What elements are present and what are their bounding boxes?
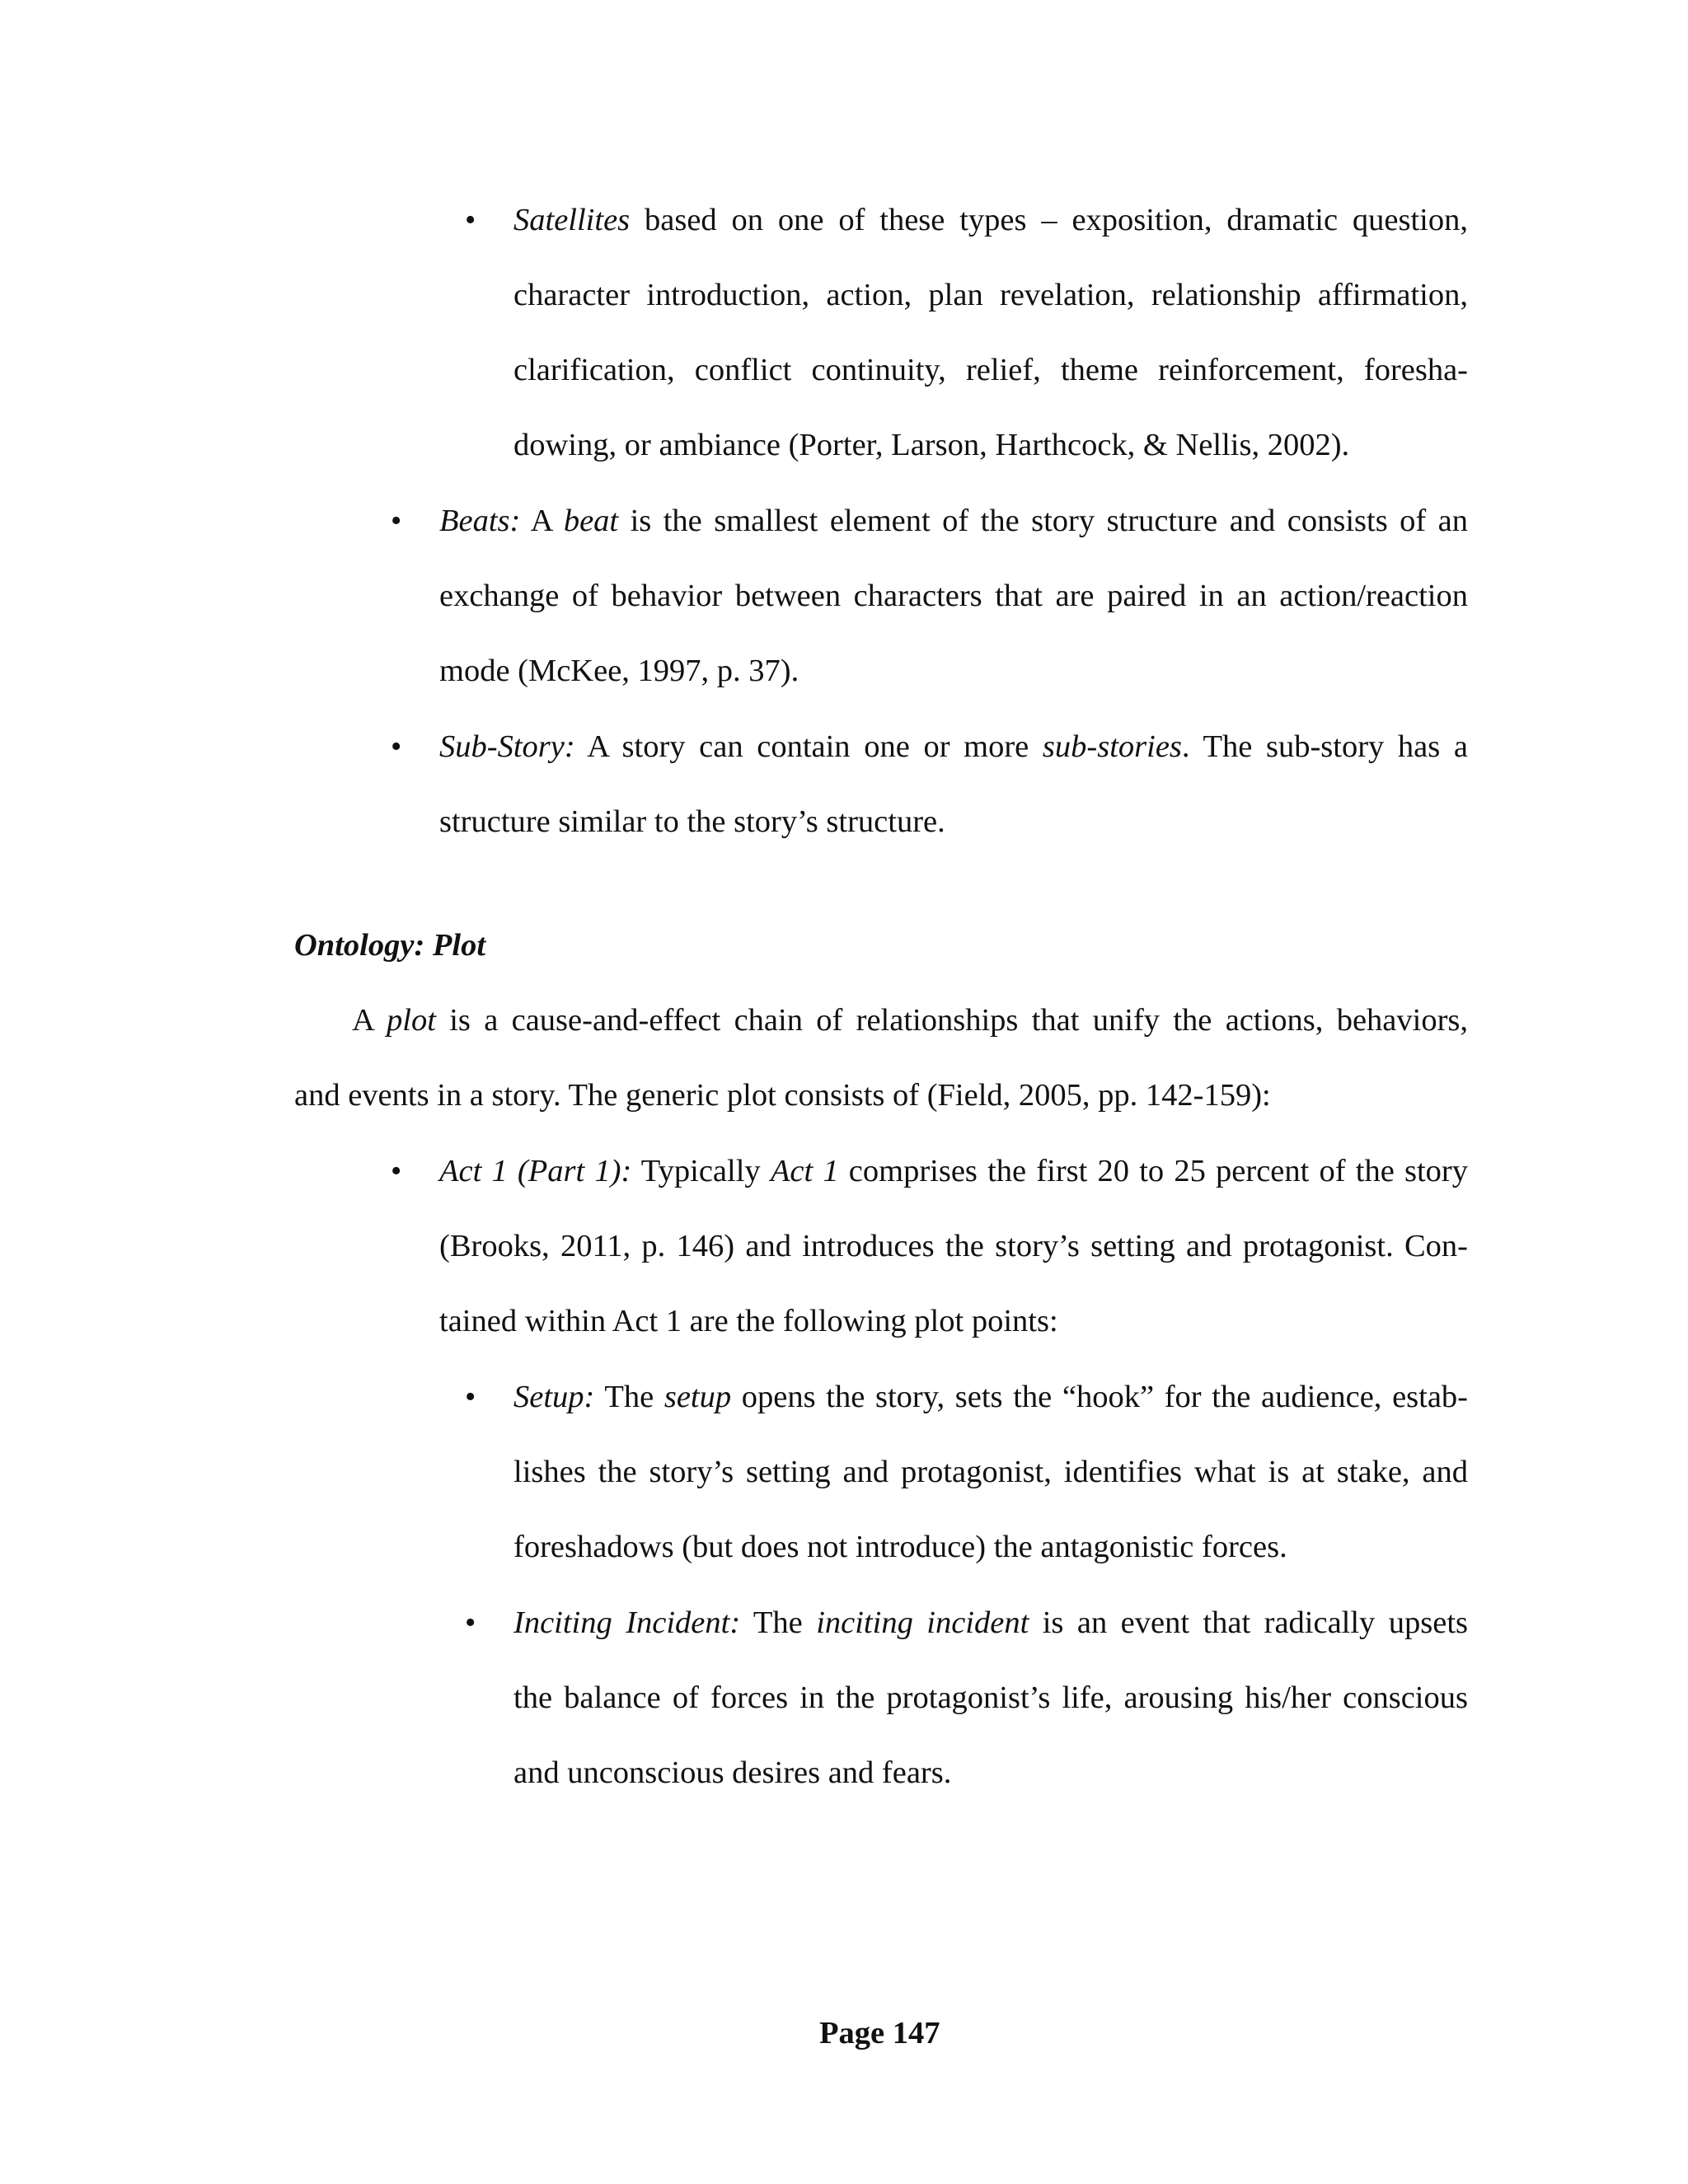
- inciting-line-3: and unconscious desires and fears.: [513, 1755, 952, 1790]
- substory-substories: sub-stories: [1042, 729, 1182, 764]
- setup-term: Setup:: [513, 1380, 595, 1414]
- act1-line-3: tained within Act 1 are the following plot points:: [439, 1304, 1058, 1338]
- section-heading: Ontology: Plot: [294, 928, 486, 963]
- inciting-text-1: is an event that radically upsets: [1029, 1605, 1468, 1640]
- satellites-text-1: based on one of these types – exposition, dramatic question,: [630, 203, 1468, 237]
- bullet-icon: •: [465, 1605, 476, 1640]
- substory-line-1: [439, 728, 1468, 766]
- beats-beat: beat: [563, 504, 619, 538]
- setup-line-3: foreshadows (but does not introduce) the antagonistic forces.: [513, 1530, 1287, 1564]
- beats-line-3: mode (McKee, 1997, p. 37).: [439, 654, 799, 688]
- act1-act1: Act 1: [770, 1154, 839, 1188]
- satellites-line-3: clarification, conflict continuity, relief, theme reinforcement, foresha-: [513, 353, 1468, 387]
- setup-the: The: [594, 1380, 664, 1414]
- inciting-inciting: inciting incident: [816, 1605, 1029, 1640]
- bullet-icon: •: [391, 1154, 402, 1188]
- substory-term: Sub-Story:: [439, 729, 575, 764]
- bullet-icon: •: [465, 1380, 476, 1414]
- page-number: Page 147: [819, 2016, 940, 2050]
- plot-para-line-1: [352, 1001, 1468, 1039]
- act1-term: Act 1 (Part 1):: [439, 1154, 632, 1188]
- inciting-line-1: [513, 1604, 1468, 1642]
- satellites-term: Satellites: [513, 203, 631, 237]
- setup-line-1: [513, 1378, 1468, 1416]
- inciting-the: The: [740, 1605, 817, 1640]
- beats-text-a: A: [520, 504, 564, 538]
- plot-term: plot: [387, 1003, 436, 1038]
- setup-setup: setup: [663, 1380, 732, 1414]
- satellites-line-2: character introduction, action, plan revelation, relationship affirmation,: [513, 278, 1468, 312]
- act1-line-2: (Brooks, 2011, p. 146) and introduces the story’s setting and protagonist. Con-: [439, 1229, 1468, 1263]
- substory-text-1: . The sub-story has a: [1181, 729, 1468, 764]
- act1-text-1: comprises the first 20 to 25 percent of the story: [838, 1154, 1468, 1188]
- act1-typically: Typically: [631, 1154, 771, 1188]
- setup-line-2: lishes the story’s setting and protagonist, identifies what is at stake, and: [513, 1455, 1468, 1489]
- plot-para-a: A: [352, 1003, 387, 1038]
- substory-line-2: structure similar to the story’s structure.: [439, 804, 945, 839]
- beats-line-1: [439, 502, 1468, 540]
- substory-text-mid: A story can contain one or more: [574, 729, 1043, 764]
- plot-para-line-2: and events in a story. The generic plot consists of (Field, 2005, pp. 142-159):: [294, 1078, 1271, 1113]
- beats-text-1: is the smallest element of the story structure and consists of an: [618, 504, 1468, 538]
- act1-line-1: [439, 1152, 1468, 1190]
- plot-para-text-1: is a cause-and-effect chain of relationships that unify the actions, behaviors,: [435, 1003, 1468, 1038]
- satellites-line-4: dowing, or ambiance (Porter, Larson, Harthcock, & Nellis, 2002).: [513, 428, 1350, 462]
- bullet-icon: •: [391, 504, 402, 538]
- bullet-icon: •: [465, 203, 476, 237]
- setup-text-1: opens the story, sets the “hook” for the audience, estab-: [731, 1380, 1468, 1414]
- beats-line-2: exchange of behavior between characters that are paired in an action/reaction: [439, 579, 1468, 613]
- satellites-line-1: [513, 201, 1468, 239]
- inciting-line-2: the balance of forces in the protagonist’s life, arousing his/her conscious: [513, 1680, 1468, 1715]
- bullet-icon: •: [391, 729, 402, 764]
- beats-term: Beats:: [439, 504, 521, 538]
- inciting-term: Inciting Incident:: [513, 1605, 741, 1640]
